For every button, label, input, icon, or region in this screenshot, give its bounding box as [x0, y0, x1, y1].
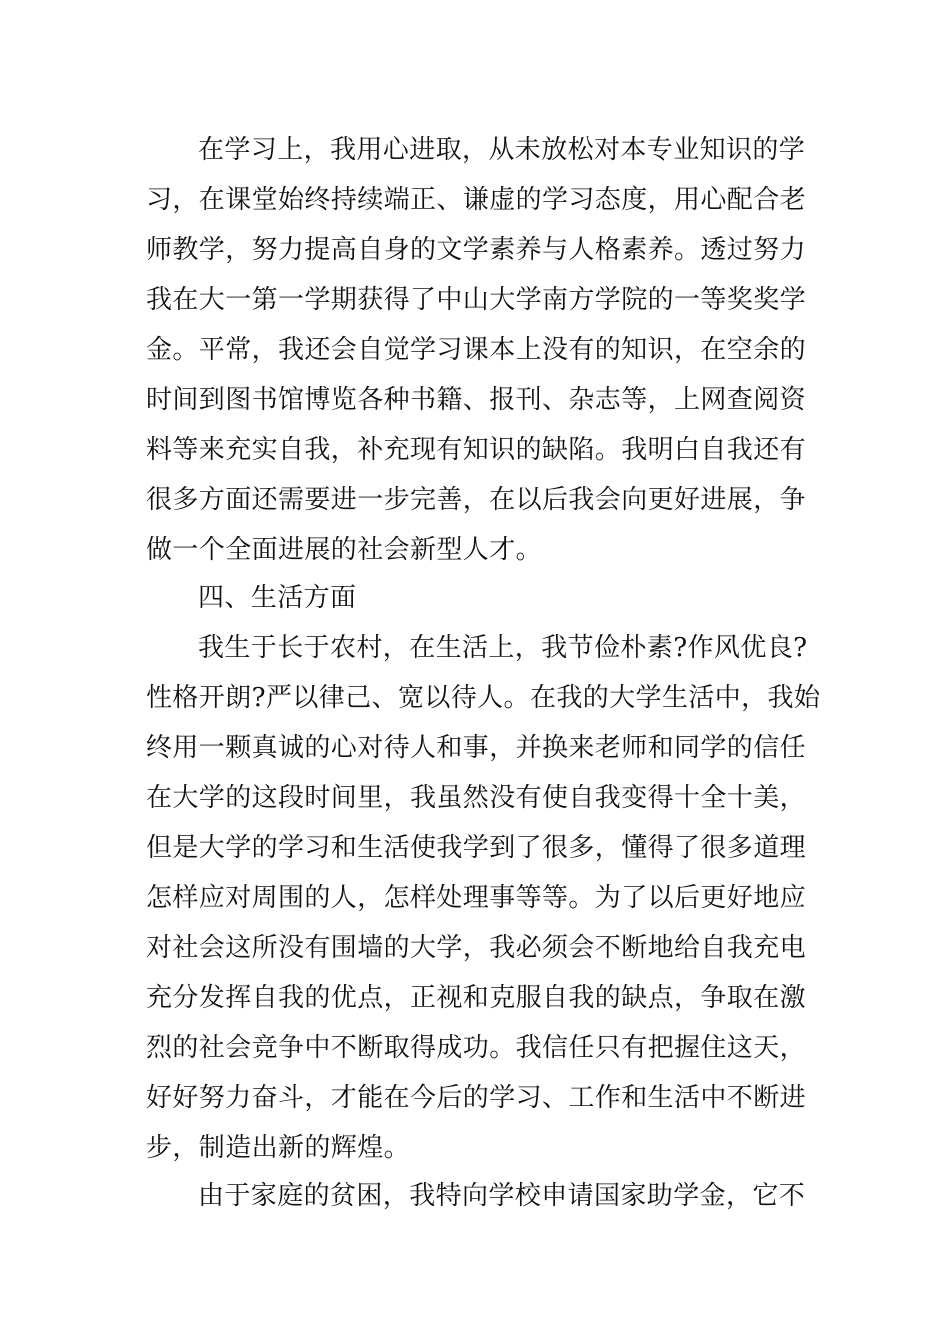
paragraph-line: 对社会这所没有围墙的大学，我必须会不断地给自我充电 [146, 933, 807, 963]
paragraph-line: 在大学的这段时间里，我虽然没有使自我变得十全十美， [146, 783, 807, 813]
paragraph-line: 习，在课堂始终持续端正、谦虚的学习态度，用心配合老 [146, 185, 807, 215]
paragraph-line: 好好努力奋斗，才能在今后的学习、工作和生活中不断进 [146, 1083, 807, 1113]
paragraph-line: 怎样应对周围的人，怎样处理事等等。为了以后更好地应 [146, 883, 807, 913]
paragraph-line: 我生于长于农村，在生活上，我节俭朴素?作风优良? [198, 633, 808, 663]
paragraph-line: 料等来充实自我，补充现有知识的缺陷。我明白自我还有 [146, 435, 807, 465]
paragraph-line: 充分发挥自我的优点，正视和克服自我的缺点，争取在激 [146, 983, 807, 1013]
paragraph-line: 在学习上，我用心进取，从未放松对本专业知识的学 [198, 135, 806, 165]
paragraph-line: 很多方面还需要进一步完善，在以后我会向更好进展，争 [146, 485, 807, 515]
section-heading: 四、生活方面 [198, 583, 357, 613]
paragraph-line: 做一个全面进展的社会新型人才。 [146, 535, 543, 565]
paragraph-line: 烈的社会竞争中不断取得成功。我信任只有把握住这天， [146, 1033, 807, 1063]
paragraph-line: 步，制造出新的辉煌。 [146, 1133, 411, 1163]
paragraph-line: 由于家庭的贫困，我特向学校申请国家助学金，它不 [198, 1181, 806, 1211]
paragraph-line: 我在大一第一学期获得了中山大学南方学院的一等奖奖学 [146, 285, 807, 315]
paragraph-line: 金。平常，我还会自觉学习课本上没有的知识，在空余的 [146, 335, 807, 365]
paragraph-line: 终用一颗真诚的心对待人和事，并换来老师和同学的信任 [146, 733, 807, 763]
paragraph-line: 但是大学的学习和生活使我学到了很多，懂得了很多道理 [146, 833, 807, 863]
paragraph-line: 时间到图书馆博览各种书籍、报刊、杂志等，上网查阅资 [146, 385, 807, 415]
paragraph-line: 师教学，努力提高自身的文学素养与人格素养。透过努力 [146, 235, 807, 265]
paragraph-line: 性格开朗?严以律己、宽以待人。在我的大学生活中，我始 [146, 683, 821, 713]
